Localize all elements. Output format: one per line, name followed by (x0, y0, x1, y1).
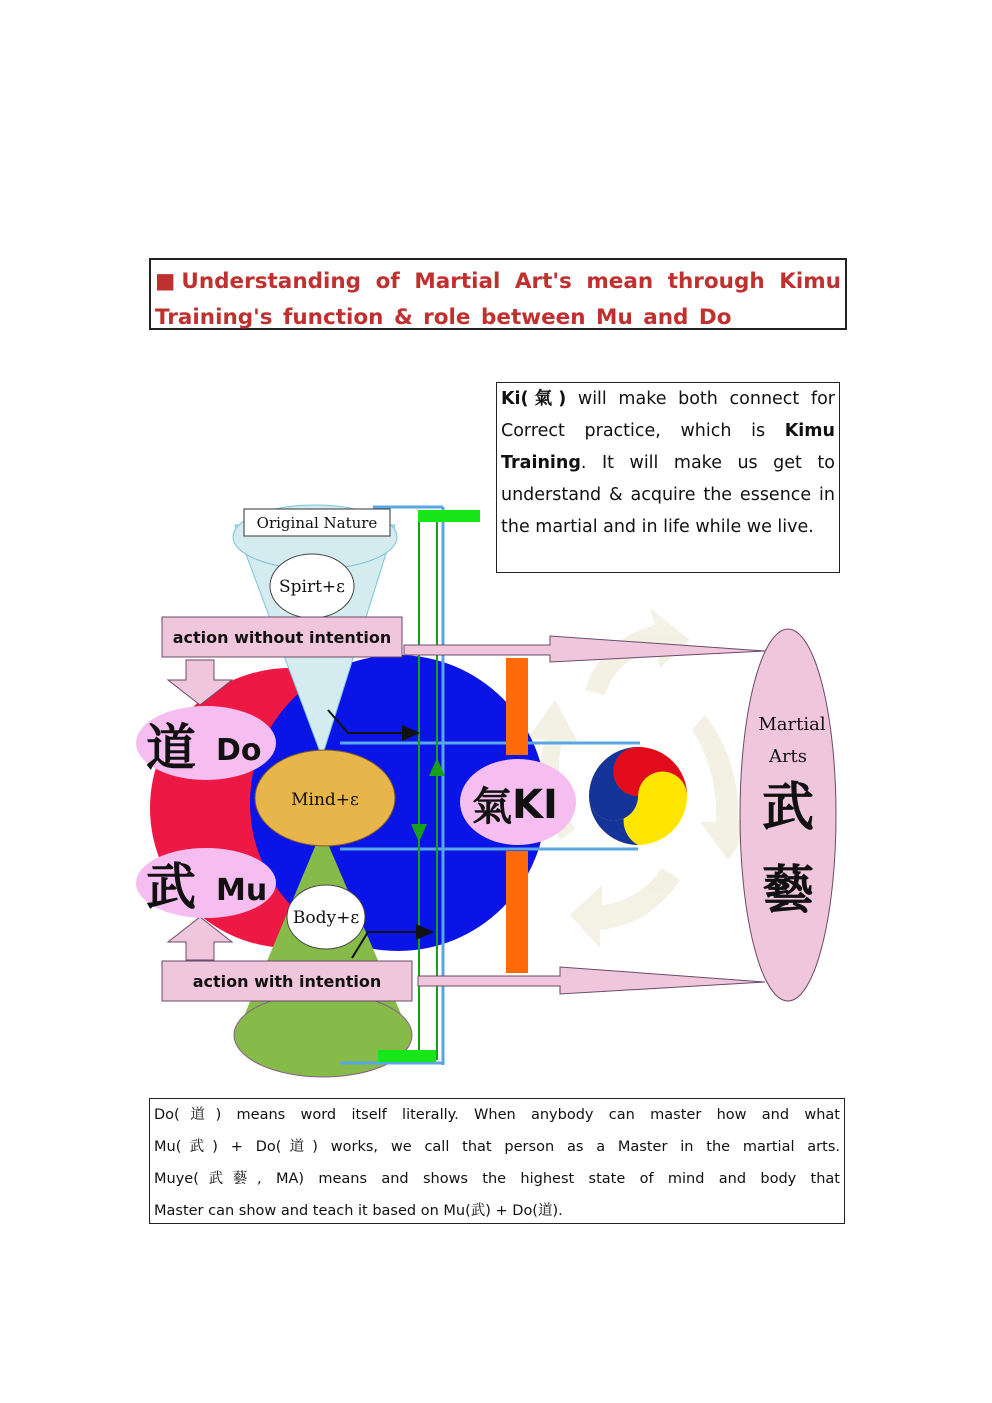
do-label: Do (216, 733, 262, 768)
title-square-icon: ■ (155, 269, 180, 294)
ki-char: 氣 (472, 784, 512, 830)
martial-arts-line1: Martial (758, 714, 826, 735)
taeguk-icon (589, 747, 687, 845)
ki-note-box (496, 382, 840, 573)
title-line2: Training's function & role between Mu and Do (155, 305, 732, 330)
do-char: 道 (146, 719, 196, 777)
green-bottom-bar (378, 1050, 436, 1062)
bottom-note-line: Master can show and teach it based on Mu(武) + Do(道). (154, 1203, 563, 1219)
bottom-note-line: Do(道) means word itself literally. When anybody can master how and what (154, 1107, 840, 1123)
title-line1: Understanding of Martial Art's mean through Kimu (181, 269, 841, 294)
bottom-note-box (149, 1098, 845, 1224)
original-nature-label: Original Nature (256, 514, 378, 532)
upper-pink-arrow (404, 636, 765, 662)
muye-char1: 武 (761, 778, 815, 838)
mu-char: 武 (146, 858, 196, 916)
kimu-term: Kimu Training (501, 421, 835, 473)
bottom-note-line: Muye(武藝, MA) means and shows the highest state of mind and body that (154, 1171, 840, 1187)
ki-label: KI (512, 782, 558, 828)
action-without-label: action without intention (172, 628, 392, 647)
orange-bar-bottom (506, 851, 528, 973)
martial-arts-line2: Arts (768, 746, 808, 767)
mind-label: Mind+ε (291, 790, 359, 810)
spirit-label: Spirt+ε (279, 577, 345, 597)
lower-pink-arrow (418, 967, 765, 994)
action-with-label: action with intention (192, 972, 382, 991)
ki-term: Ki(氣) (501, 389, 567, 409)
ki-text-a: will make both connect for Correct practice, which is (501, 389, 835, 441)
body-label: Body+ε (292, 908, 360, 928)
muye-char2: 藝 (761, 861, 815, 921)
green-top-bar (418, 510, 480, 522)
ki-text-b: . It will make us get to understand & acquire the essence in the martial and in life while we live. (501, 453, 835, 537)
orange-bar-top (506, 658, 528, 755)
mu-label: Mu (216, 873, 268, 908)
bottom-note-line: Mu(武) + Do(道) works, we call that person as a Master in the martial arts. (154, 1139, 840, 1155)
